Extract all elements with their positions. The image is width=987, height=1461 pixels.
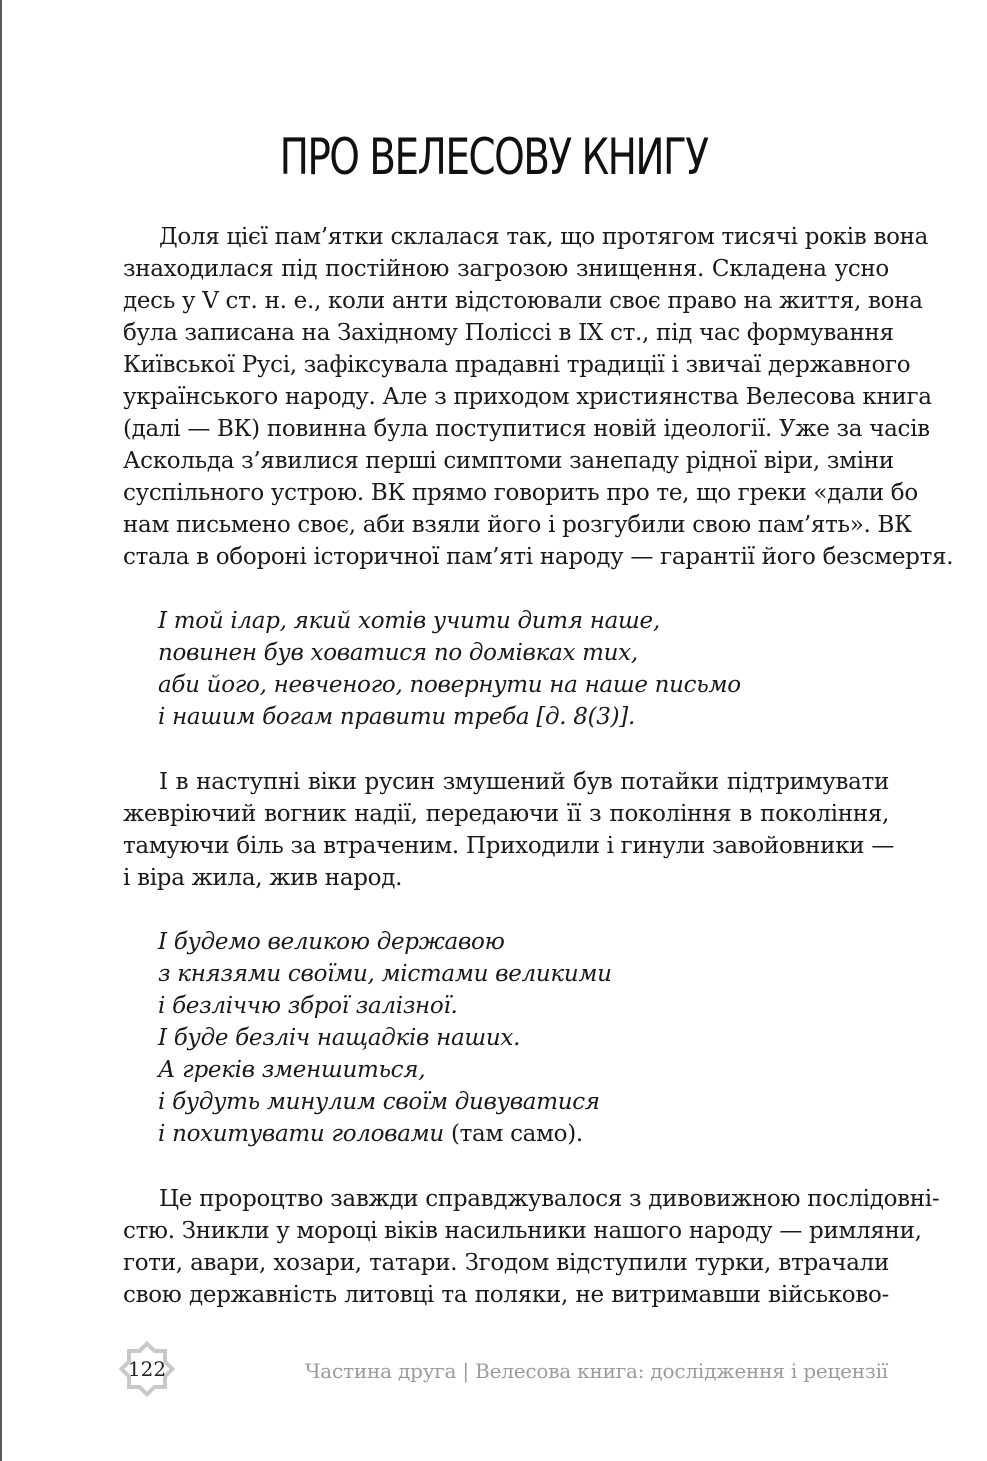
text-line: свою державність литовці та поляки, не витримавши військово- — [123, 1282, 889, 1308]
text-line: знаходилася під постійною загрозою знищення. Складена усно — [123, 256, 889, 282]
running-head: Частина друга | Велесова книга: дослідження і рецензії — [304, 1359, 888, 1383]
text-line: і віра жила, жив народ. — [123, 865, 403, 891]
page-edge — [0, 0, 2, 1461]
text-line: суспільного устрою. ВК прямо говорить про те, що греки «дали бо — [123, 480, 918, 506]
verse-line-italic: і похитувати головами — [158, 1121, 444, 1147]
text-line: десь у V ст. н. е., коли анти відстоювали своє право на життя, вона — [123, 288, 923, 314]
verse-line: І будемо великою державою — [158, 929, 505, 955]
verse-line: і безліччю зброї залізної. — [158, 993, 458, 1019]
text-line: стала в обороні історичної пам’яті народу — гарантії його безсмертя. — [123, 544, 954, 570]
text-line: готи, авари, хозари, татари. Згодом відступили турки, втрачали — [123, 1250, 889, 1276]
text-line: Київської Русі, зафіксувала прадавні традиції і звичаї державного — [123, 352, 911, 378]
text-line: (далі — ВК) повинна була поступитися новій ідеології. Уже за часів — [123, 416, 930, 442]
verse-1 — [158, 605, 741, 733]
text-line: І в наступні віки русин змушений був потайки підтримувати — [159, 769, 889, 795]
verse-line: і будуть минулим своїм дивуватися — [158, 1089, 600, 1115]
verse-2 — [158, 926, 612, 1150]
text-line: жевріючий вогник надії, передаючи її з покоління в покоління, — [123, 801, 889, 827]
page-number-badge — [117, 1339, 177, 1399]
text-line: тамуючи біль за втраченим. Приходили і гинули завойовники — — [123, 833, 895, 859]
text-line: нам письмено своє, аби взяли його і розгубили свою пам’ять». ВК — [123, 512, 912, 538]
page-title: ПРО ВЕЛЕСОВУ КНИГУ — [279, 128, 708, 186]
text-line: стю. Зникли у мороці віків насильники нашого народу — римляни, — [123, 1218, 922, 1244]
page-number: 122 — [127, 1357, 167, 1381]
text-line: Аскольда з’явилися перші симптоми занепаду рідної віри, зміни — [123, 448, 894, 474]
verse-line: з князями своїми, містами великими — [158, 961, 612, 987]
text-line: була записана на Західному Поліссі в IX ст., під час формування — [123, 320, 894, 346]
paragraph-3 — [123, 1183, 940, 1311]
text-line: українського народу. Але з приходом християнства Велесова книга — [123, 384, 932, 410]
verse-line: А греків зменшиться, — [158, 1057, 426, 1083]
paragraph-1 — [123, 221, 954, 573]
verse-line: І той ілар, який хотів учити дитя наше, — [158, 608, 660, 634]
text-line: Доля цієї пам’ятки склалася так, що протягом тисячі років вона — [159, 224, 929, 250]
verse-line — [158, 1118, 612, 1150]
verse-line: повинен був ховатися по домівках тих, — [158, 640, 638, 666]
verse-line: І буде безліч нащадків наших. — [158, 1025, 521, 1051]
paragraph-2 — [123, 766, 895, 894]
verse-line: і нашим богам правити треба [д. 8(3)]. — [158, 704, 635, 730]
text-line: Це пророцтво завжди справджувалося з дивовижною послідовні- — [159, 1186, 940, 1212]
verse-line-reference: (там само). — [443, 1121, 583, 1147]
verse-line: аби його, невченого, повернути на наше письмо — [158, 672, 741, 698]
